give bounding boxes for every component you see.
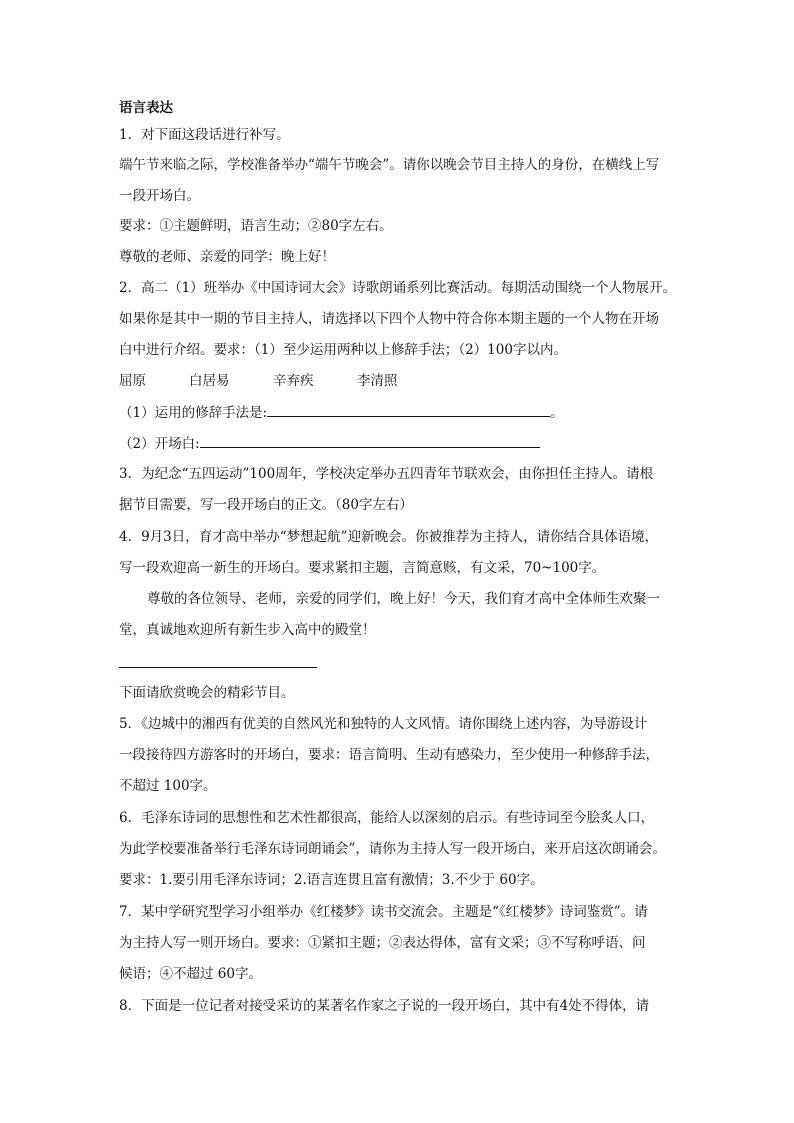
q7-line3: 候语；④不超过 60字。 [119, 966, 262, 982]
answer-blank[interactable] [267, 404, 550, 417]
q1-title: 1．对下面这段话进行补写。 [119, 127, 290, 143]
q1-requirement: 要求：①主题鲜明，语言生动；②80字左右。 [119, 218, 393, 234]
q2-line3: 白中进行介绍。要求：（1）至少运用两种以上修辞手法；（2）100字以内。 [119, 342, 567, 358]
q6-line2: 为此学校要准备举行毛泽东诗词朗诵会”，请你为主持人写一段开场白，来开启这次朗诵会。 [119, 841, 666, 857]
q4-line2: 写一段欢迎高一新生的开场白。要求紧扣主题，言简意赅，有文采，70~100字。 [119, 560, 606, 576]
answer-blank[interactable] [200, 435, 540, 448]
q2-blank1 [119, 404, 564, 421]
q3-line2: 据节目需要，写一段开场白的正文。（80字左右） [119, 497, 413, 513]
q1-line2: 一段开场白。 [119, 188, 200, 204]
name-option: 辛弃疾 [273, 373, 314, 389]
q2-blank1-end: 。 [550, 405, 564, 421]
q2-blank1-label: （1）运用的修辞手法是: [119, 405, 268, 421]
q6-line1: 6．毛泽东诗词的思想性和艺术性都很高，能给人以深刻的启示。有些诗词至今脍炙人口， [119, 810, 655, 826]
q6-line3: 要求：1.要引用毛泽东诗词；2.语言连贯且富有激情；3.不少于 60字。 [119, 872, 544, 888]
q7-line1: 7．某中学研究型学习小组举办《红楼梦》读书交流会。主题是“《红楼梦》诗词鉴赏”。请 [119, 904, 648, 920]
q4-after: 下面请欣赏晚会的精彩节目。 [119, 685, 295, 701]
name-option: 白居易 [189, 373, 230, 389]
q8-line1: 8．下面是一位记者对接受采访的某著名作家之子说的一段开场白，其中有4处不得体，请 [119, 998, 650, 1014]
q4-line3: 尊敬的各位领导、老师，亲爱的同学们，晚上好！今天，我们育才高中全体师生欢聚一 [147, 591, 660, 607]
q2-line1: 2．高二（1）班举办《中国诗词大会》诗歌朗诵系列比赛活动。每期活动围绕一个人物展开。 [119, 280, 677, 296]
q3-line1: 3．为纪念“五四运动”100周年，学校决定举办五四青年节联欢会，由你担任主持人。请根 [119, 466, 654, 482]
q5-line3: 不超过 100字。 [119, 778, 217, 794]
q1-line1: 端午节来临之际，学校准备举办“端午节晚会”。请你以晚会节目主持人的身份，在横线上写 [119, 157, 660, 173]
q5-line2: 一段接待四方游客时的开场白，要求：语言简明、生动有感染力，至少使用一种修辞手法， [119, 747, 659, 763]
q4-line1: 4．9月3日，育才高中举办“梦想起航”迎新晚会。你被推荐为主持人，请你结合具体语境， [119, 529, 659, 545]
q2-names [119, 373, 398, 389]
section-title: 语言表达 [119, 100, 173, 116]
q2-line2: 如果你是其中一期的节目主持人，请选择以下四个人物中符合你本期主题的一个人物在开场 [119, 311, 659, 327]
q2-blank2-label: （2）开场白: [119, 436, 200, 452]
q7-line2: 为主持人写一则开场白。要求：①紧扣主题；②表达得体，富有文采；③不写称呼语、问 [119, 935, 646, 951]
q5-line1: 5．《边城中的湘西有优美的自然风光和独特的人文风情。请你围绕上述内容，为导游设计 [119, 716, 648, 732]
name-option: 屈原 [119, 373, 146, 389]
q2-blank2 [119, 435, 540, 452]
answer-rule[interactable] [119, 667, 317, 668]
q1-greeting: 尊敬的老师、亲爱的同学：晚上好！ [119, 249, 335, 265]
q4-line4: 堂，真诚地欢迎所有新生步入高中的殿堂！ [119, 622, 376, 638]
name-option: 李清照 [357, 373, 398, 389]
